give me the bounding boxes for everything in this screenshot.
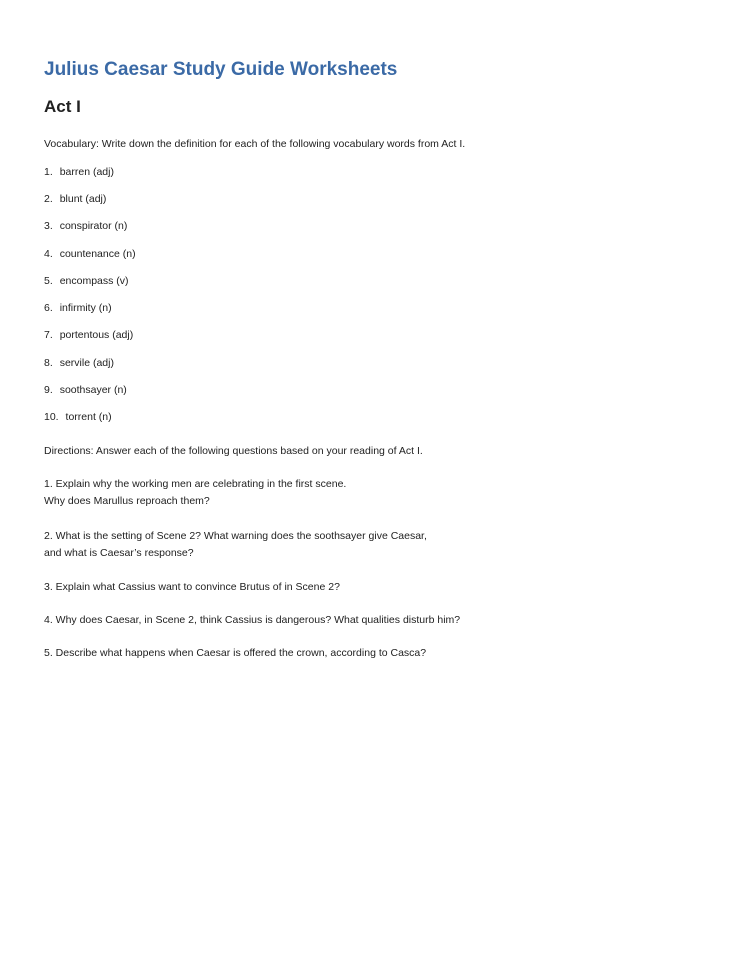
- vocab-item-word: torrent (n): [65, 411, 112, 423]
- question-line: 2. What is the setting of Scene 2? What warning does the soothsayer give Caesar,: [44, 530, 427, 542]
- question-line: 5. Describe what happens when Caesar is offered the crown, according to Casca?: [44, 647, 427, 659]
- vocab-item-word: portentous (adj): [59, 329, 134, 341]
- question-line: Why does Marullus reproach them?: [44, 495, 210, 507]
- vocab-item-number: 1.: [44, 166, 53, 178]
- vocab-item-number: 10.: [44, 411, 59, 423]
- directions-text: Directions: Answer each of the following questions based on your reading of Act I.: [44, 445, 423, 457]
- question-line: and what is Caesar’s response?: [44, 547, 194, 559]
- question-line: 3. Explain what Cassius want to convince Brutus of in Scene 2?: [44, 581, 340, 593]
- vocab-item-number: 4.: [44, 248, 53, 260]
- vocab-item: [44, 218, 127, 234]
- vocab-item: [44, 273, 129, 289]
- vocab-item: [44, 300, 112, 316]
- vocab-item: [44, 355, 114, 371]
- vocab-item-word: infirmity (n): [59, 302, 112, 314]
- vocab-item-word: soothsayer (n): [59, 384, 127, 396]
- vocab-item: [44, 409, 112, 425]
- vocab-item-number: 5.: [44, 275, 53, 287]
- question-line: 1. Explain why the working men are celebrating in the first scene.: [44, 478, 347, 490]
- vocab-item-number: 2.: [44, 193, 53, 205]
- vocab-item: [44, 191, 106, 207]
- vocab-item-number: 8.: [44, 357, 53, 369]
- vocab-item-word: encompass (v): [59, 275, 129, 287]
- vocab-item: [44, 382, 127, 398]
- vocab-item: [44, 164, 114, 180]
- vocab-item: [44, 246, 136, 262]
- vocab-item-word: countenance (n): [59, 248, 136, 260]
- vocab-item-word: blunt (adj): [59, 193, 107, 205]
- question-line: 4. Why does Caesar, in Scene 2, think Cassius is dangerous? What qualities disturb him?: [44, 614, 461, 626]
- act-heading: Act I: [44, 97, 81, 116]
- vocab-item-number: 3.: [44, 220, 53, 232]
- vocabulary-instructions: Vocabulary: Write down the definition for each of the following vocabulary words from Act I.: [44, 138, 466, 150]
- vocab-item-number: 9.: [44, 384, 53, 396]
- vocab-item-number: 7.: [44, 329, 53, 341]
- vocab-item-word: conspirator (n): [59, 220, 128, 232]
- vocab-item-word: servile (adj): [59, 357, 114, 369]
- vocab-item: [44, 327, 133, 343]
- vocab-item-word: barren (adj): [59, 166, 114, 178]
- document-title: Julius Caesar Study Guide Worksheets: [44, 59, 398, 80]
- vocab-item-number: 6.: [44, 302, 53, 314]
